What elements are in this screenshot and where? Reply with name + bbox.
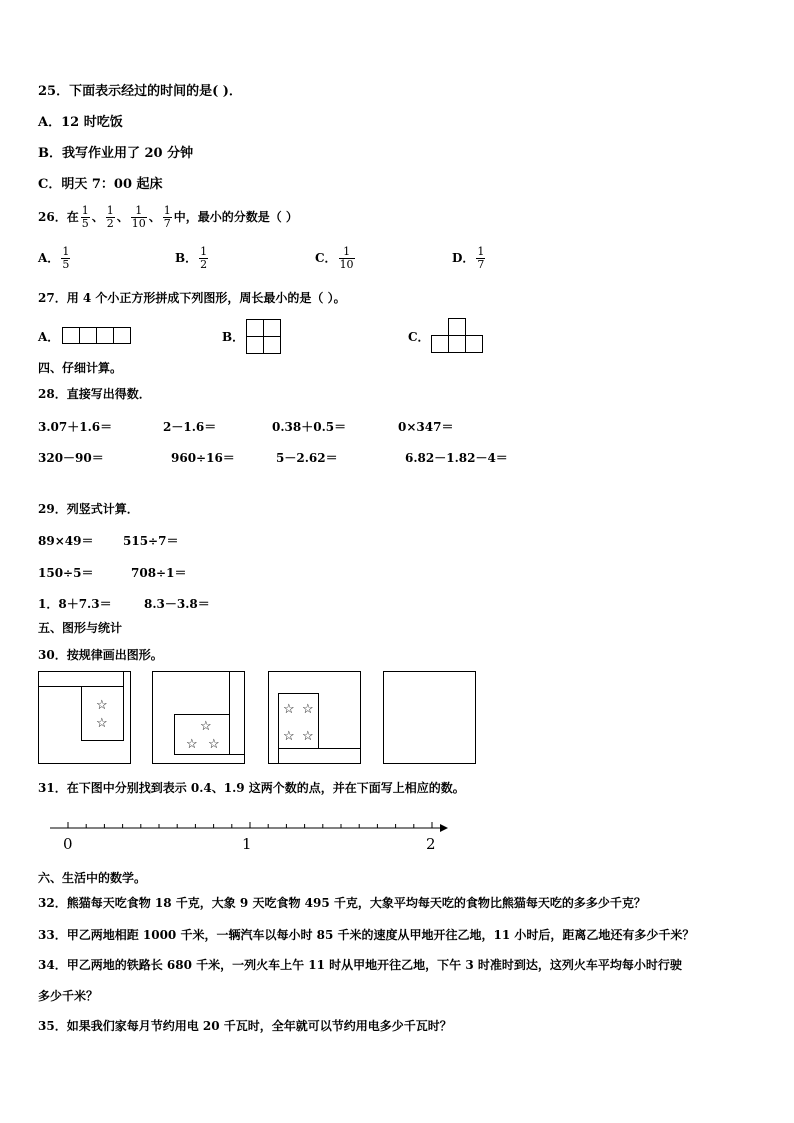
star-icon: ☆ (208, 737, 220, 752)
q28-item: 960÷16＝ (171, 451, 235, 465)
shape-row-of-four (62, 327, 132, 345)
q34-text-line2: 多少千米？ (38, 989, 99, 1003)
q25-option-b: B．我写作业用了 20 分钟 (38, 146, 194, 161)
arrow-right-icon (440, 824, 448, 832)
star-icon: ☆ (302, 729, 314, 744)
q28-stem: 28．直接写出得数． (38, 387, 151, 401)
shape-t-of-four (431, 318, 485, 354)
q26-option-d: D． $\frac{1}{7}$ (452, 245, 485, 271)
star-icon: ☆ (283, 729, 295, 744)
fraction: $\frac{1}{5}$ (81, 204, 89, 230)
pattern-answer-box[interactable] (383, 671, 477, 765)
fraction: $\frac{1}{2}$ (106, 204, 114, 230)
q27-option-c: C． (408, 330, 430, 344)
q29-stem: 29．列竖式计算． (38, 502, 139, 516)
pattern-figure-3 (268, 671, 362, 765)
q26-option-c: C． $\frac{1}{10}$ (315, 245, 354, 271)
star-icon: ☆ (302, 702, 314, 717)
q26-prefix: 26．在 (38, 210, 79, 224)
number-line-label-0: 0 (63, 835, 73, 853)
star-icon: ☆ (96, 698, 108, 713)
section-five-title: 五、图形与统计 (38, 621, 123, 635)
q27-option-b: B． (222, 330, 245, 344)
q26-stem: 26．在 $\frac{1}{5}$ 、 $\frac{1}{2}$ 、 $\frac{1}{10}$ 、 $\frac{1}{7}$ 中，最小的分数是（ ） (38, 204, 298, 230)
q25-option-c: C．明天 7：00 起床 (38, 177, 163, 192)
star-icon: ☆ (200, 719, 212, 734)
q28-item: 5－2.62＝ (276, 451, 338, 465)
q27-option-a: A． (38, 330, 60, 344)
q29-item: 515÷7＝ (123, 534, 179, 548)
q28-item: 0×347＝ (398, 420, 454, 434)
q33-text: 33．甲乙两地相距 1000 千米，一辆汽车以每小时 85 千米的速度从甲地开往乙地，11 小时后，距离乙地还有多少千米？ (38, 928, 695, 942)
number-line-label-1: 1 (242, 835, 252, 853)
q30-stem: 30．按规律画出图形。 (38, 648, 163, 662)
q25-option-a: A．12 时吃饭 (38, 115, 123, 130)
q28-item: 0.38＋0.5＝ (272, 420, 347, 434)
section-six-title: 六、生活中的数学。 (38, 871, 147, 885)
q31-stem: 31．在下图中分别找到表示 0.4、1.9 这两个数的点，并在下面写上相应的数。 (38, 781, 465, 795)
q26-option-b: B． $\frac{1}{2}$ (175, 245, 208, 271)
q25-stem: 25．下面表示经过的时间的是( )． (38, 84, 242, 99)
q26-suffix: 中，最小的分数是（ ） (173, 210, 298, 224)
q28-item: 3.07＋1.6＝ (38, 420, 113, 434)
q26-option-a: A． $\frac{1}{5}$ (38, 245, 70, 271)
pattern-figure-2 (152, 671, 246, 765)
number-line-label-2: 2 (426, 835, 436, 853)
star-icon: ☆ (283, 702, 295, 717)
q29-item: 8.3－3.8＝ (144, 597, 210, 611)
star-icon: ☆ (186, 737, 198, 752)
q29-item: 89×49＝ (38, 534, 94, 548)
fraction: $\frac{1}{10}$ (131, 204, 146, 230)
q28-item: 2－1.6＝ (163, 420, 217, 434)
fraction: $\frac{1}{7}$ (163, 204, 171, 230)
shape-square-of-four (246, 319, 282, 355)
q29-item: 708÷1＝ (131, 566, 187, 580)
q28-item: 6.82－1.82－4＝ (405, 451, 508, 465)
q29-item: 1．8＋7.3＝ (38, 597, 112, 611)
q28-item: 320－90＝ (38, 451, 104, 465)
section-four-title: 四、仔细计算。 (38, 361, 123, 375)
q34-text-line1: 34．甲乙两地的铁路长 680 千米，一列火车上午 11 时从甲地开往乙地，下午 3 时准时到达，这列火车平均每小时行驶 (38, 958, 682, 972)
pattern-figure-1 (38, 671, 132, 765)
q35-text: 35．如果我们家每月节约用电 20 千瓦时，全年就可以节约用电多少千瓦时？ (38, 1019, 452, 1033)
q32-text: 32．熊猫每天吃食物 18 千克，大象 9 天吃食物 495 千克，大象平均每天吃的食物比熊猫每天吃的多多少千克？ (38, 896, 646, 910)
q27-stem: 27．用 4 个小正方形拼成下列图形，周长最小的是（ ）。 (38, 291, 346, 305)
star-icon: ☆ (96, 716, 108, 731)
q29-item: 150÷5＝ (38, 566, 94, 580)
